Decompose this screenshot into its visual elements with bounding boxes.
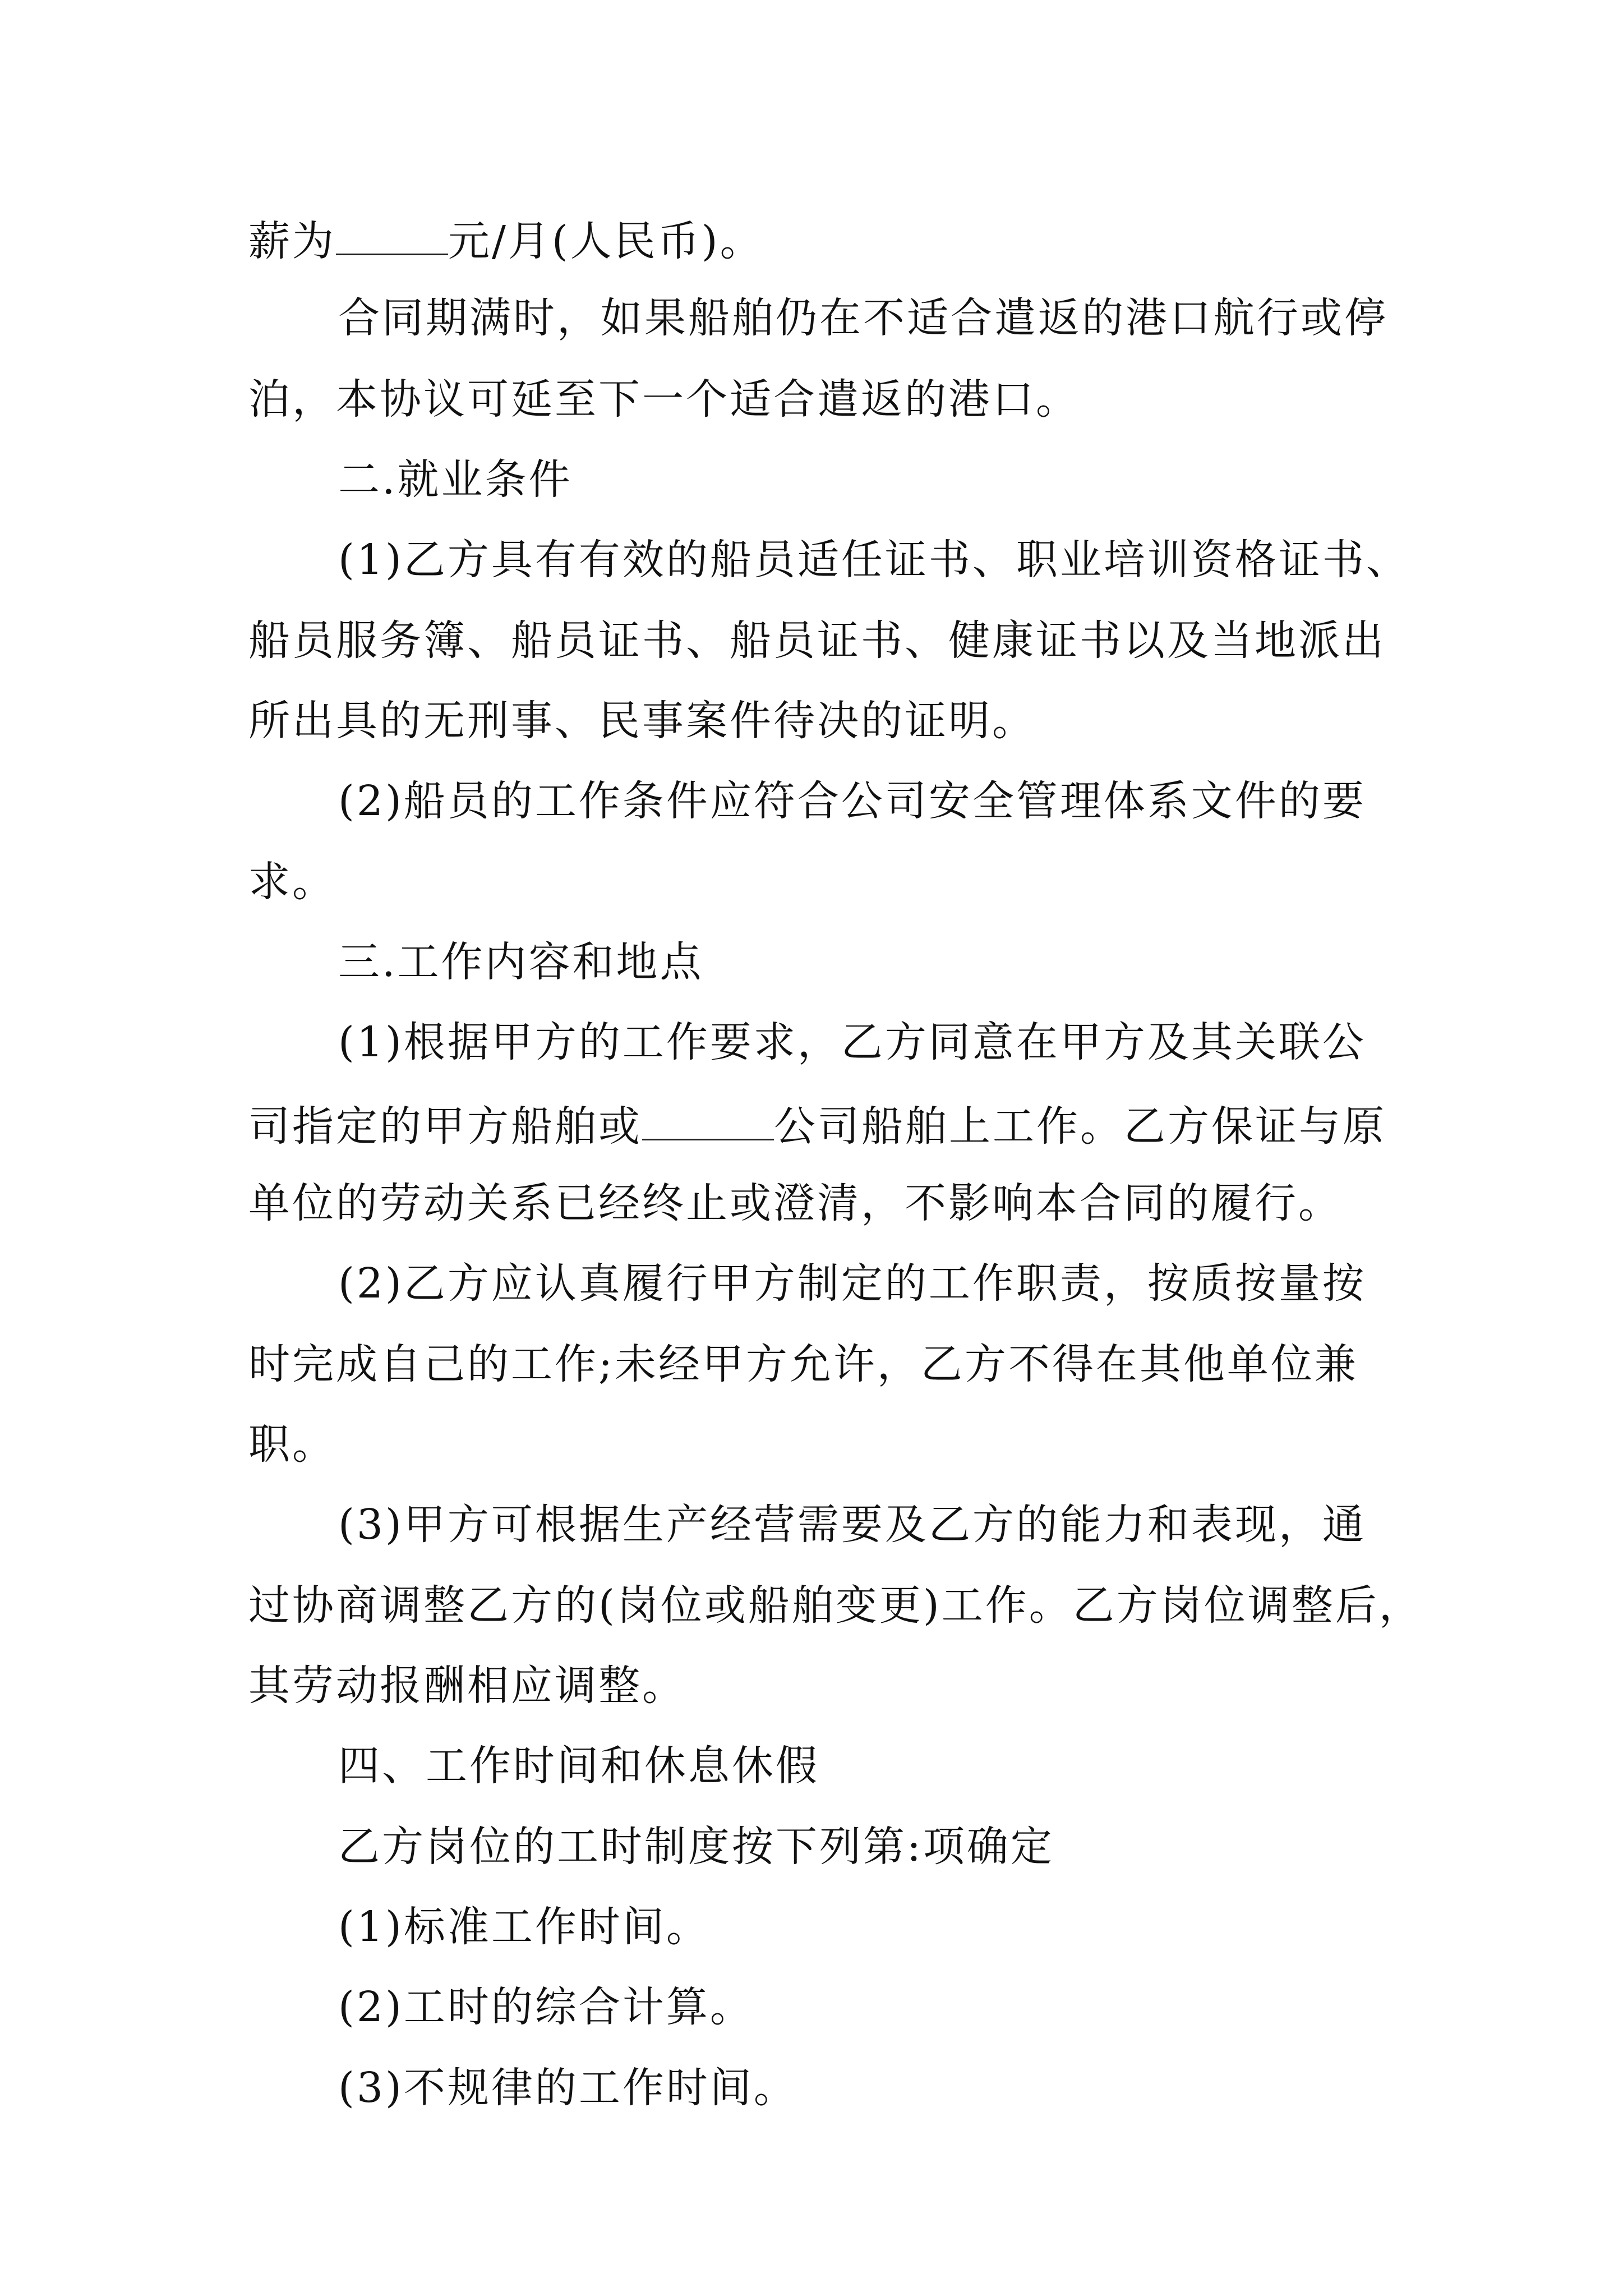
text-segment: 司指定的甲方船舶或 [248, 1102, 642, 1151]
paragraph-line: 职。 [248, 1420, 336, 1469]
fill-blank-company [642, 1095, 774, 1140]
paragraph-line: 其劳动报酬相应调整。 [248, 1662, 686, 1710]
paragraph-line: (2)乙方应认真履行甲方制定的工作职责，按质按量按 [338, 1259, 1366, 1308]
fill-blank-salary [336, 210, 448, 255]
paragraph-line: 泊，本协议可延至下一个适合遣返的港口。 [248, 375, 1080, 424]
paragraph-line: 过协商调整乙方的(岗位或船舶变更)工作。乙方岗位调整后， [248, 1581, 1423, 1630]
list-item: (1)标准工作时间。 [338, 1903, 710, 1951]
section-heading: 二.就业条件 [338, 455, 573, 504]
section-heading: 四、工作时间和休息休假 [338, 1742, 819, 1790]
text-segment: 公司船舶上工作。乙方保证与原 [774, 1102, 1386, 1151]
paragraph-line: 乙方岗位的工时制度按下列第:项确定 [338, 1823, 1054, 1871]
paragraph-line: 合同期满时，如果船舶仍在不适合遣返的港口航行或停 [338, 294, 1388, 342]
text-line-1 [248, 210, 764, 269]
paragraph-line: 单位的劳动关系已经终止或澄清，不影响本合同的履行。 [248, 1179, 1342, 1227]
paragraph-line: (2)船员的工作条件应符合公司安全管理体系文件的要 [338, 777, 1366, 825]
paragraph-line: (1)乙方具有有效的船员适任证书、职业培训资格证书、 [338, 536, 1410, 584]
paragraph-line: (1)根据甲方的工作要求，乙方同意在甲方及其关联公 [338, 1018, 1366, 1066]
text-segment: 元/月(人民币)。 [448, 217, 764, 265]
text-line-12 [248, 1095, 1386, 1154]
paragraph-line: (3)甲方可根据生产经营需要及乙方的能力和表现，通 [338, 1501, 1366, 1549]
list-item: (3)不规律的工作时间。 [338, 2064, 797, 2112]
text-segment: 薪为 [248, 217, 336, 265]
paragraph-line: 时完成自己的工作;未经甲方允许，乙方不得在其他单位兼 [248, 1340, 1358, 1388]
section-heading: 三.工作内容和地点 [338, 938, 704, 986]
paragraph-line: 船员服务簿、船员证书、船员证书、健康证书以及当地派出 [248, 616, 1386, 665]
paragraph-line: 所出具的无刑事、民事案件待决的证明。 [248, 697, 1036, 745]
list-item: (2)工时的综合计算。 [338, 1983, 754, 2031]
paragraph-line: 求。 [248, 858, 336, 906]
